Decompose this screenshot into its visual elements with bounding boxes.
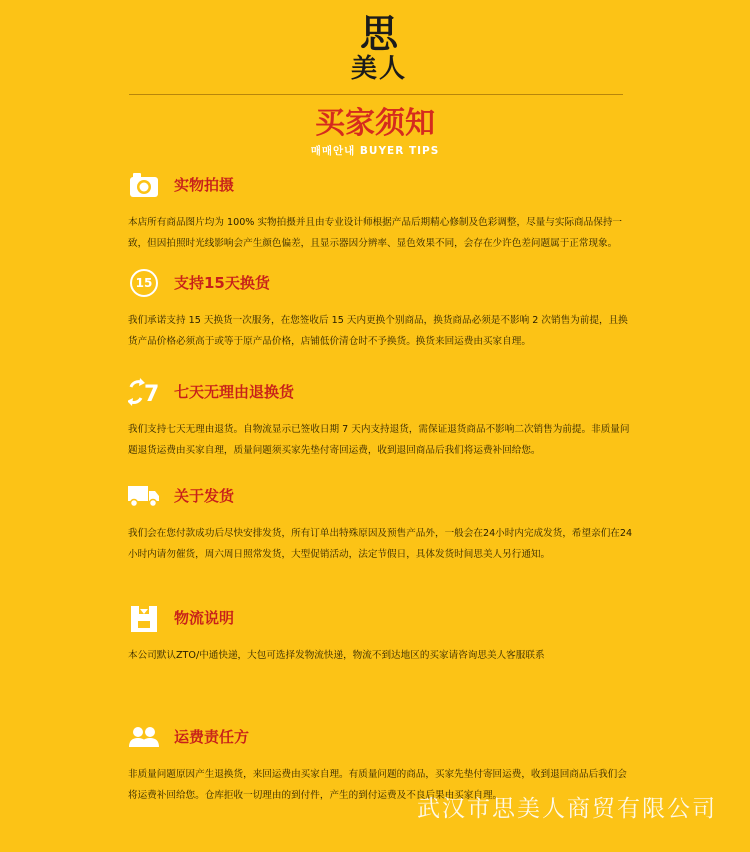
section-body: 本公司默认ZTO/中通快递，大包可选择发物流快递，物流不到达地区的买家请咨询思美人客服联系 <box>128 650 545 661</box>
section-title: 物流说明 <box>174 609 235 627</box>
section-body: 我们会在您付款成功后尽快安排发货，所有订单出特殊原因及预售产品外，一般会在24小时内完成发货，希望亲们在24小时内请勿催货，周六周日照常发货，大型促销活动，法定节假日，具体发货时间思美人另行通知。 <box>128 528 633 560</box>
section-title: 运费责任方 <box>174 728 250 746</box>
section-title: 关于发货 <box>174 487 235 505</box>
section-15-day-exchange <box>128 268 633 352</box>
section-7-day-return <box>128 377 633 461</box>
svg-text:7: 7 <box>144 382 160 406</box>
section-shipping <box>128 481 633 565</box>
section-title: 支持15天换货 <box>174 274 270 292</box>
company-watermark: 武汉市思美人商贸有限公司 <box>417 796 717 822</box>
section-logistics <box>128 603 633 666</box>
page-subtitle: 매매안내 BUYER TIPS <box>310 145 440 157</box>
page-title: 买家须知 <box>315 106 435 141</box>
return-7-icon <box>128 377 160 407</box>
camera-icon <box>128 170 160 200</box>
section-body: 非质量问题原因产生退换货，来回运费由买家自理。有质量问题的商品，买家先垫付寄回运费，收到退回商品后我们会将运费补回给您。仓库拒收一切理由的到付件，产生的到付运费及不良后果由买家自理。 <box>128 769 627 801</box>
header-divider <box>129 94 623 95</box>
brand-logo <box>346 11 412 90</box>
section-photo <box>128 170 633 254</box>
15-circle-icon: 15 <box>128 268 160 298</box>
section-title: 七天无理由退换货 <box>174 383 295 401</box>
section-body: 我们承诺支持 15 天换货一次服务，在您签收后 15 天内更换个别商品，换货商品必须是不影响 2 次销售为前提，且换货产品价格必须高于或等于原产品价格，店铺低价清仓时不予换货。换货来回运费由买家自理。 <box>128 315 628 347</box>
section-body: 我们支持七天无理由退货。自物流显示已签收日期 7 天内支持退货，需保证退货商品不影响二次销售为前提。非质量问题退货运费由买家自理，质量问题须买家先垫付寄回运费，收到退回商品后我们将运费补回给您。 <box>128 424 630 456</box>
section-title: 实物拍摄 <box>174 176 235 194</box>
package-icon <box>128 603 160 633</box>
section-body: 本店所有商品图片均为 100% 实物拍摄并且由专业设计师根据产品后期精心修制及色彩调整，尽量与实际商品保持一致，但因拍照时光线影响会产生颜色偏差，且显示器因分辨率、显色效果不同，会存在少许色差问题属于正常现象。 <box>128 217 623 249</box>
logo-line-2: 美人 <box>350 54 407 84</box>
logo-line-1: 思 <box>359 11 398 56</box>
users-icon <box>128 722 160 752</box>
truck-icon <box>128 481 160 511</box>
